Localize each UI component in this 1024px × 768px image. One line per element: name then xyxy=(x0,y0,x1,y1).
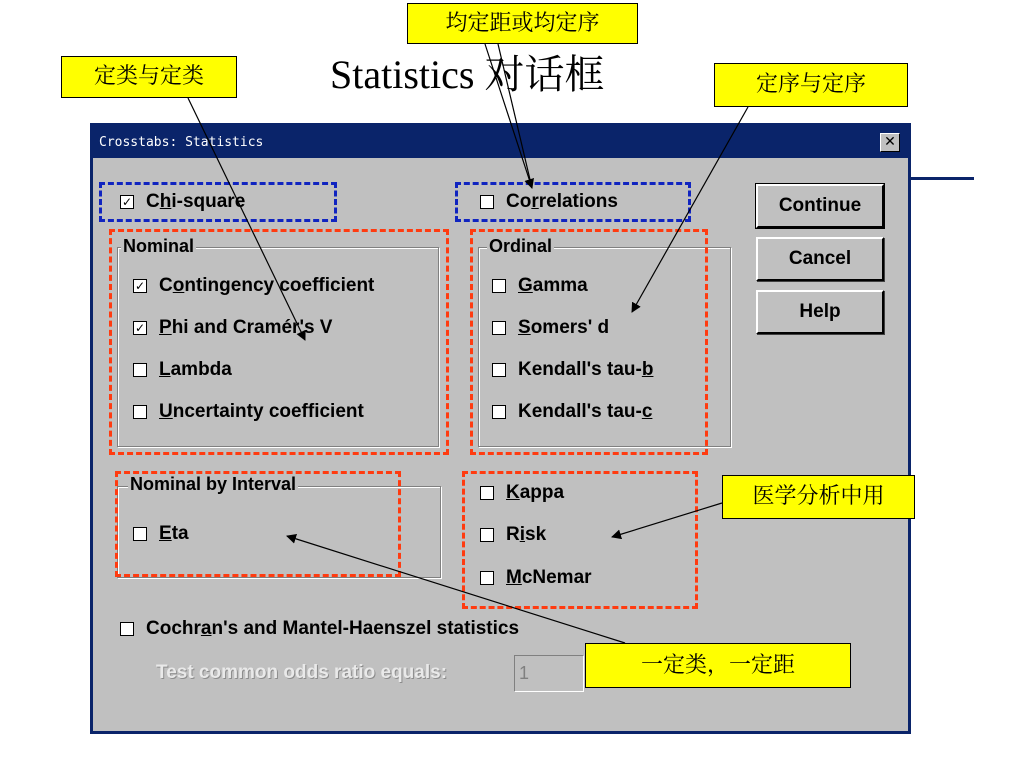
callout-nominal-nominal: 定类与定类 xyxy=(61,56,237,98)
nominal-by-interval-legend: Nominal by Interval xyxy=(130,474,297,494)
arrow-nominal-nominal xyxy=(188,98,305,340)
kappa-label[interactable]: Kappa xyxy=(506,482,565,503)
kendalls-tau-c-label[interactable]: Kendall's tau-c xyxy=(518,401,653,422)
uncertainty-coefficient-label[interactable]: Uncertainty coefficient xyxy=(159,401,364,422)
arrow-medical xyxy=(612,503,722,537)
ordinal-legend: Ordinal xyxy=(489,236,553,256)
slide-title: Statistics 对话框 xyxy=(330,52,605,97)
arrow-ordinal-ordinal xyxy=(632,107,748,312)
kendalls-tau-b-label[interactable]: Kendall's tau-b xyxy=(518,359,654,380)
check-mark-icon: ✓ xyxy=(121,195,133,209)
mcnemar-label[interactable]: McNemar xyxy=(506,567,592,588)
odds-ratio-label: Test common odds ratio equals: xyxy=(156,662,448,683)
lambda-label[interactable]: Lambda xyxy=(159,359,232,380)
check-mark-icon: ✓ xyxy=(134,321,146,335)
nominal-legend: Nominal xyxy=(123,236,195,256)
continue-button[interactable]: Continue xyxy=(756,184,884,228)
callout-ordinal-ordinal: 定序与定序 xyxy=(714,63,908,107)
correlations-label[interactable]: Correlations xyxy=(506,191,618,212)
help-button[interactable]: Help xyxy=(756,290,884,334)
gamma-label[interactable]: Gamma xyxy=(518,275,588,296)
chi-square-label[interactable]: Chi-square xyxy=(146,191,246,212)
arrow-interval-or-ordinal-1 xyxy=(485,44,532,188)
close-icon: ✕ xyxy=(884,134,896,150)
somers-d-label[interactable]: Somers' d xyxy=(518,317,610,338)
check-mark-icon: ✓ xyxy=(134,279,146,293)
contingency-coefficient-label[interactable]: Contingency coefficient xyxy=(159,275,375,296)
eta-label[interactable]: Eta xyxy=(159,523,189,544)
risk-label[interactable]: Risk xyxy=(506,524,547,545)
cochran-mantel-haenszel-label[interactable]: Cochran's and Mantel-Haenszel statistics xyxy=(146,618,520,639)
odds-ratio-input[interactable]: 1 xyxy=(514,655,584,692)
phi-cramers-v-label[interactable]: Phi and Cramér's V xyxy=(159,317,333,338)
arrow-interval-or-ordinal-2 xyxy=(498,44,532,188)
arrow-nominal-interval xyxy=(287,536,625,643)
cancel-button[interactable]: Cancel xyxy=(756,237,884,281)
dialog-title: Crosstabs: Statistics xyxy=(99,135,264,150)
callout-nominal-interval: 一定类，一定距 xyxy=(585,643,851,688)
callout-medical: 医学分析中用 xyxy=(722,475,915,519)
callout-interval-or-ordinal: 均定距或均定序 xyxy=(407,3,638,44)
